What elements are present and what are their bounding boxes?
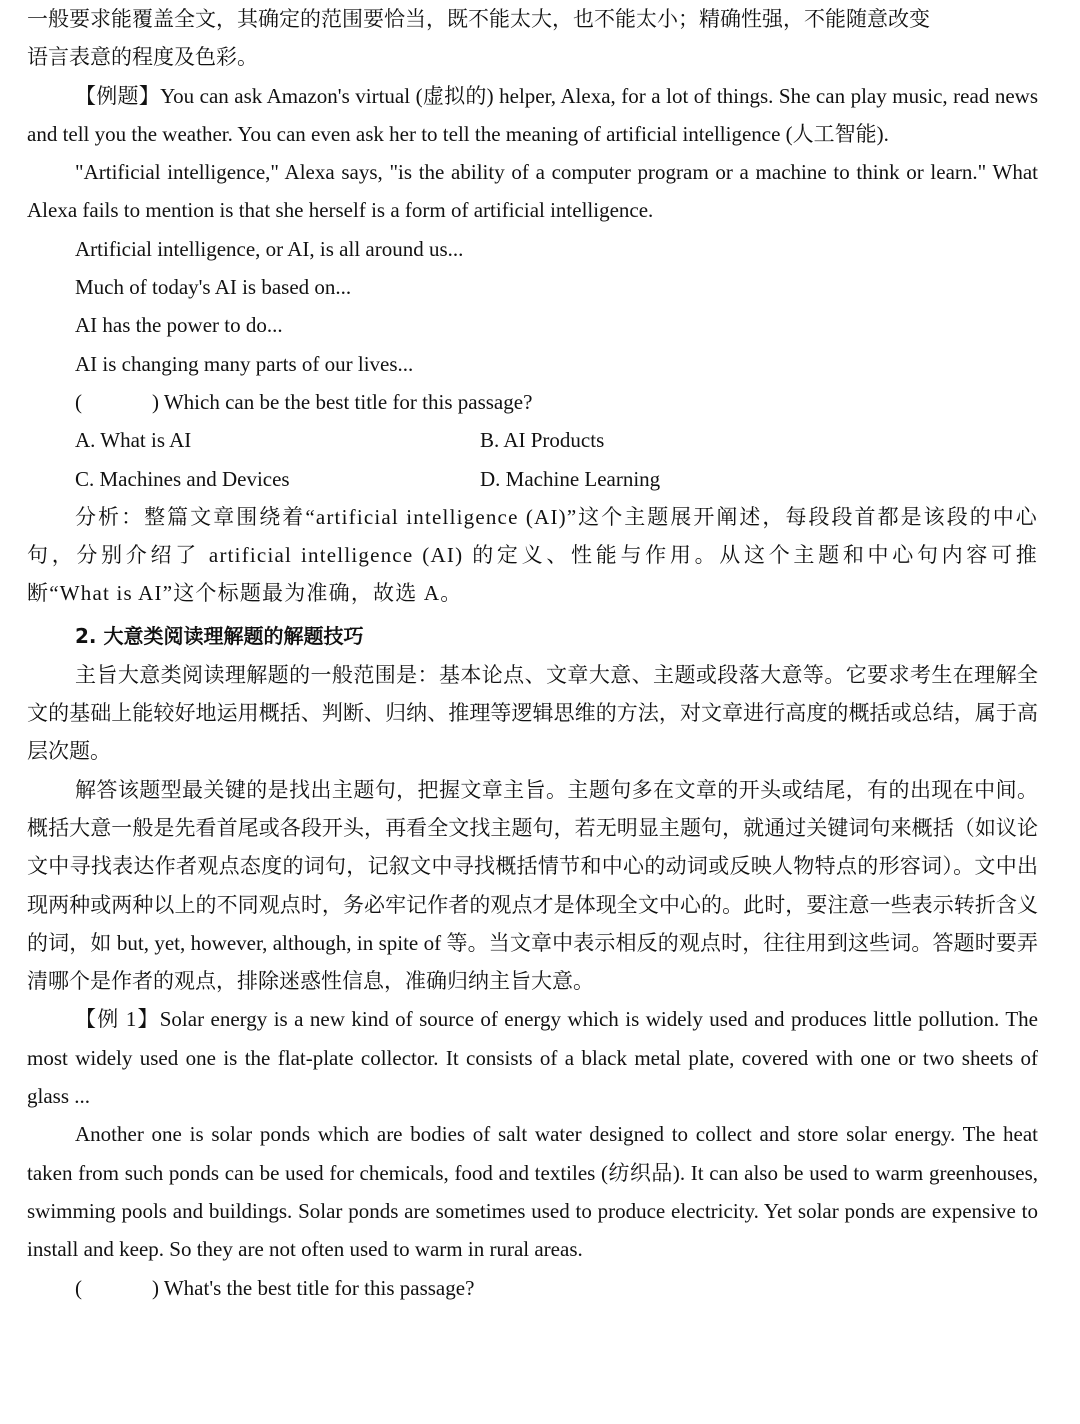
option-c: C. Machines and Devices xyxy=(75,466,290,491)
option-a: A. What is AI xyxy=(75,428,192,453)
option-d: D. Machine Learning xyxy=(480,466,661,491)
example-1-paragraph xyxy=(0,1000,1080,1115)
example-1-paragraph-2: Another one is solar ponds which are bodies of salt water designed to collect and store solar energy. The heat taken from such ponds can be used for chemicals, food and textiles (纺织品). It can also be used to warm greenhouses, swimming pools and buildings. Solar ponds are sometimes used to produce electricity. Yet solar ponds are expensive to install and keep. So they are not often used to warm in rural areas. xyxy=(27,1122,1038,1262)
section-heading: 2. 大意类阅读理解题的解题技巧 xyxy=(75,623,364,648)
answer-bracket-open: ( xyxy=(75,389,82,414)
answer-options xyxy=(0,421,1080,498)
example-1-tag: 【例 1】 xyxy=(75,1007,160,1032)
example-block xyxy=(0,77,1080,383)
question-1 xyxy=(0,383,1080,498)
section-paragraph-2: 解答该题型最关键的是找出主题句，把握文章主旨。主题句多在文章的开头或结尾，有的出现在中间。概括大意一般是先看首尾或各段开头，再看全文找主题句，若无明显主题句，就通过关键词句来概括（如议论文中寻找表达作者观点态度的词句，记叙文中寻找概括情节和中心的动词或反映人物特点的形容词）。文中出现两种或两种以上的不同观点时，务必牢记作者的观点才是体现全文中心的。此时，要注意一些表示转折含义的词，如 but, yet, however, although, in spite of 等。当文章中表示相反的观点时，往往用到这些词。答题时要弄清哪个是作者的观点，排除迷惑性信息，准确归纳主旨大意。 xyxy=(27,777,1038,994)
summary-sentence: AI is changing many parts of our lives... xyxy=(75,351,414,376)
example-paragraph-2: "Artificial intelligence," Alexa says, "is the ability of a computer program or a machine to think or learn." What Alexa fails to mention is that she herself is a form of artificial intelligence. xyxy=(27,160,1038,223)
example-paragraph xyxy=(0,77,1080,154)
option-b: B. AI Products xyxy=(480,428,605,453)
example-text: You can ask Amazon's virtual (虚拟的) helper, Alexa, for a lot of things. She can play music, read news and tell you the weather. You can even ask her to tell the meaning of artificial intelligence (人工智能). xyxy=(27,83,1038,146)
question-2-stem xyxy=(0,1269,1080,1307)
answer-bracket-open: ( xyxy=(75,1275,82,1300)
text-line: 语言表意的程度及色彩。 xyxy=(27,45,258,70)
example-1-text: Solar energy is a new kind of source of energy which is widely used and produces little pollution. The most widely used one is the flat-plate collector. It consists of a black metal plate, covered with one or two sheets of glass ... xyxy=(27,1007,1039,1109)
text-line: 一般要求能覆盖全文，其确定的范围要恰当，既不能太大，也不能太小；精确性强，不能随意改变 xyxy=(27,7,930,31)
question-stem xyxy=(0,383,1080,421)
question-text: ) Which can be the best title for this passage? xyxy=(152,389,533,414)
example-1-block xyxy=(0,1000,1080,1268)
section-paragraph-1: 主旨大意类阅读理解题的一般范围是：基本论点、文章大意、主题或段落大意等。它要求考生在理解全文的基础上能较好地运用概括、判断、归纳、推理等逻辑思维的方法，对文章进行高度的概括或总结，属于高层次题。 xyxy=(27,662,1038,764)
question-text: ) What's the best title for this passage? xyxy=(152,1275,475,1300)
example-tag: 【例题】 xyxy=(75,83,161,108)
summary-sentence: Much of today's AI is based on... xyxy=(75,275,352,300)
intro-block xyxy=(0,0,1080,77)
summary-sentence: AI has the power to do... xyxy=(75,313,283,338)
summary-sentence: Artificial intelligence, or AI, is all around us... xyxy=(75,236,464,261)
analysis-paragraph: 分析：整篇文章围绕着“artificial intelligence (AI)”这个主题展开阐述，每段段首都是该段的中心句，分别介绍了 artificial intelligence (AI) 的定义、性能与作用。从这个主题和中心句内容可推断“What is AI”这个标题最为准确，故选 A。 xyxy=(27,504,1038,606)
